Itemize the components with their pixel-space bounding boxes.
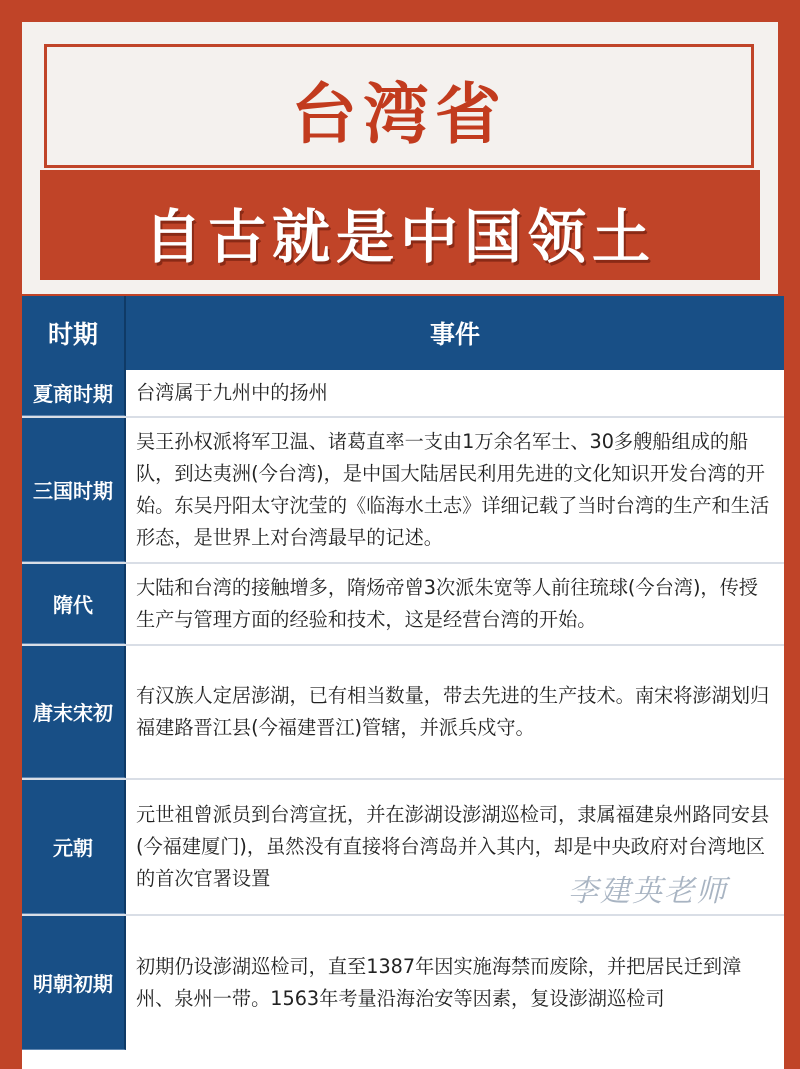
period-cell: 元朝 xyxy=(22,780,126,914)
period-cell: 隋代 xyxy=(22,564,126,644)
event-cell: 台湾属于九州中的扬州 xyxy=(126,370,784,416)
table-row xyxy=(22,646,784,780)
table-row xyxy=(22,564,784,646)
subtitle-banner xyxy=(40,170,760,280)
column-header-event: 事件 xyxy=(126,296,784,370)
table-row xyxy=(22,418,784,564)
column-header-period: 时期 xyxy=(22,296,126,370)
period-cell: 夏商时期 xyxy=(22,370,126,416)
table-row xyxy=(22,370,784,418)
period-cell: 三国时期 xyxy=(22,418,126,562)
page-subtitle: 自古就是中国领土 xyxy=(143,203,656,271)
watermark: 李建英老师 xyxy=(568,874,728,909)
page-title: 台湾省 xyxy=(291,76,507,153)
event-cell: 有汉族人定居澎湖，已有相当数量，带去先进的生产技术。南宋将澎湖划归福建路晋江县(今福建晋江)管辖，并派兵戍守。 xyxy=(126,646,784,778)
event-cell: 元世祖曾派员到台湾宣抚，并在澎湖设澎湖巡检司，隶属福建泉州路同安县(今福建厦门)，虽然没有直接将台湾岛并入其内，却是中央政府对台湾地区的首次官署设置 xyxy=(126,780,784,914)
table-body xyxy=(22,370,784,1050)
bottom-strip xyxy=(22,1050,784,1069)
history-table xyxy=(22,296,784,1050)
event-cell: 吴王孙权派将军卫温、诸葛直率一支由1万余名军士、30多艘船组成的船队，到达夷洲(今台湾)，是中国大陆居民利用先进的文化知识开发台湾的开始。东吴丹阳太守沈莹的《临海水土志》详细记载了当时台湾的生产和生活形态，是世界上对台湾最早的记述。 xyxy=(126,418,784,562)
period-cell: 明朝初期 xyxy=(22,916,126,1050)
event-cell: 大陆和台湾的接触增多，隋炀帝曾3次派朱宽等人前往琉球(今台湾)，传授生产与管理方面的经验和技术，这是经营台湾的开始。 xyxy=(126,564,784,644)
table-row xyxy=(22,916,784,1050)
title-box xyxy=(44,44,754,168)
table-header-row xyxy=(22,296,784,370)
event-cell: 初期仍设澎湖巡检司，直至1387年因实施海禁而废除，并把居民迁到漳州、泉州一带。1563年考量沿海治安等因素，复设澎湖巡检司 xyxy=(126,916,784,1050)
period-cell: 唐末宋初 xyxy=(22,646,126,778)
